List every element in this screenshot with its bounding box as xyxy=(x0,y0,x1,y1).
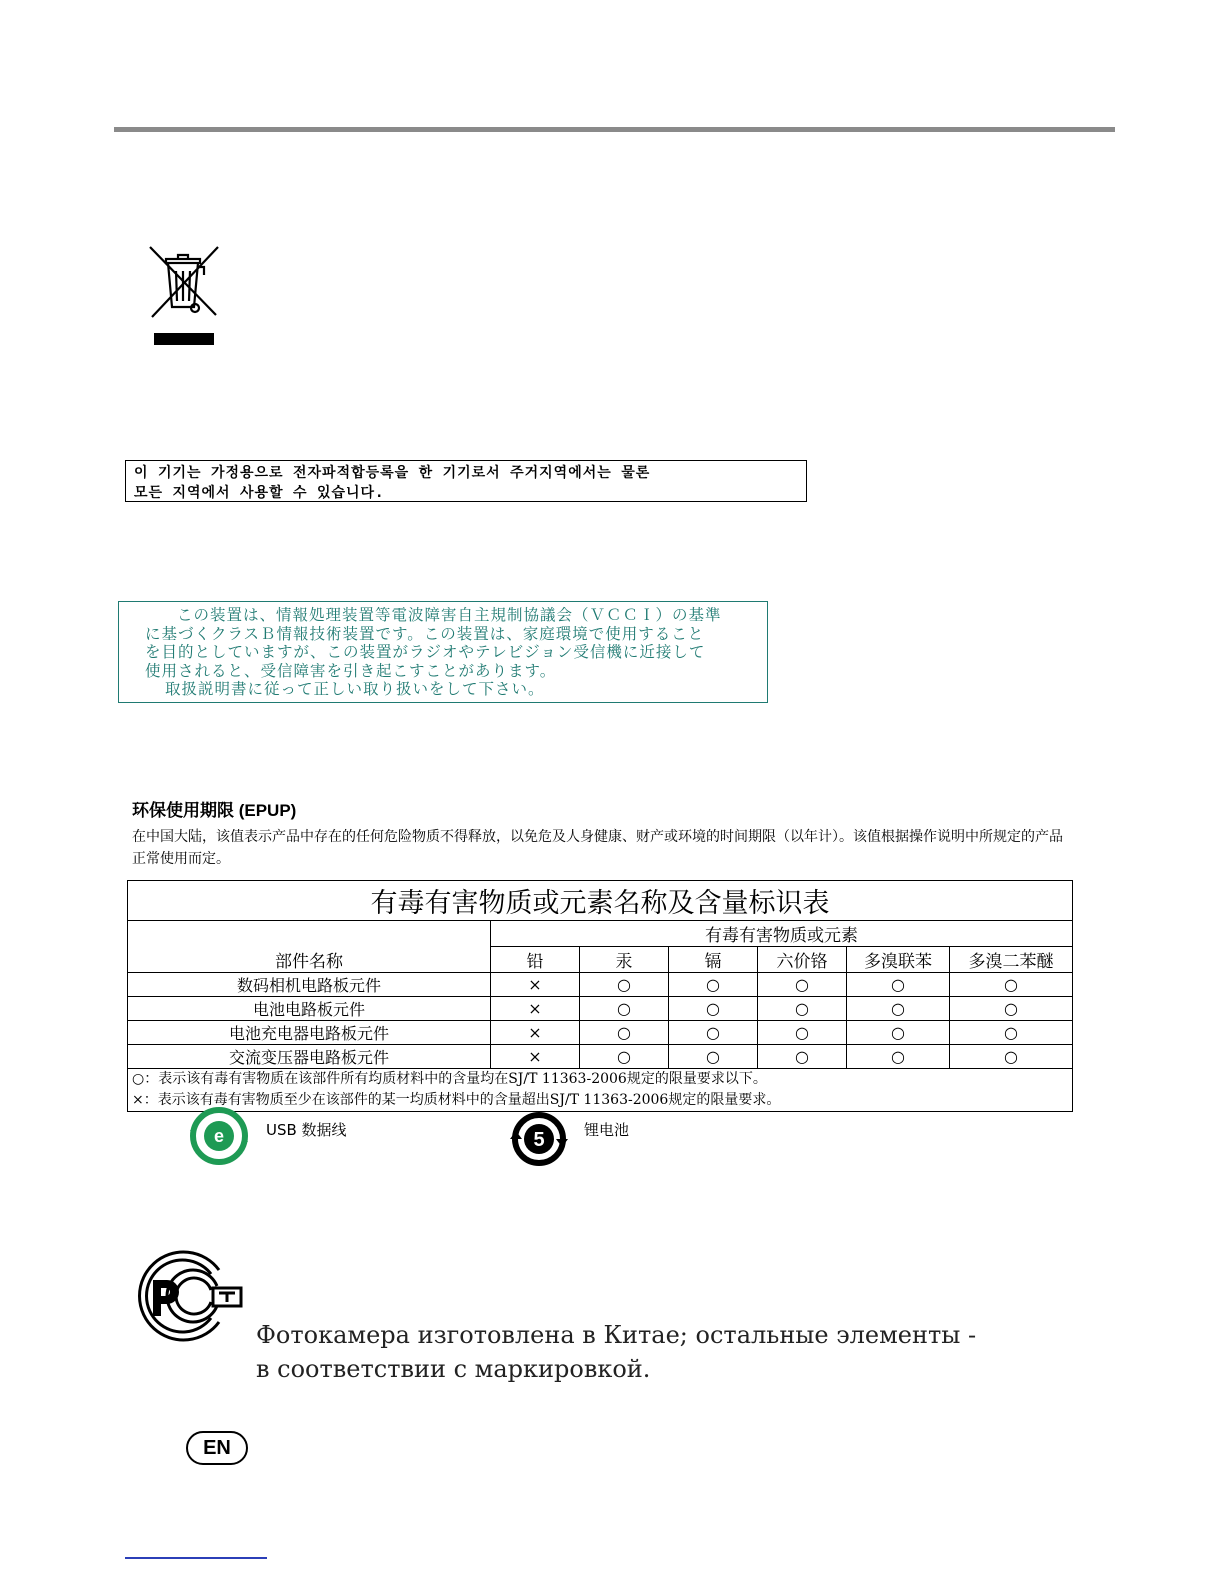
table-row xyxy=(128,973,1073,997)
table-row xyxy=(128,1045,1073,1069)
korean-emc-notice xyxy=(125,460,807,502)
part-cell: 电池充电器电路板元件 xyxy=(128,1021,491,1045)
substance-group-header: 有毒有害物质或元素 xyxy=(491,921,1073,947)
mark-cell: ○ xyxy=(758,997,847,1021)
mark-cell: ○ xyxy=(950,1045,1073,1069)
mark-cell: × xyxy=(491,1021,580,1045)
vcci-notice xyxy=(118,601,768,703)
table-title: 有毒有害物质或元素名称及含量标识表 xyxy=(128,881,1073,921)
mark-cell: × xyxy=(491,1045,580,1069)
mark-cell: ○ xyxy=(847,1045,950,1069)
table-row xyxy=(128,997,1073,1021)
mark-cell: ○ xyxy=(580,973,669,997)
mark-cell: ○ xyxy=(847,997,950,1021)
efup-5-number: 5 xyxy=(533,1129,545,1151)
note-cross: ×：表示该有毒有害物质至少在该部件的某一均质材料中的含量超出SJ/T 11363-2006规定的限量要求。 xyxy=(132,1092,781,1108)
part-cell: 数码相机电路板元件 xyxy=(128,973,491,997)
note-circle: ○：表示该有毒有害物质在该部件所有均质材料中的含量均在SJ/T 11363-2006规定的限量要求以下。 xyxy=(132,1071,767,1087)
vcci-line-5: 取扱説明書に従って正しい取り扱いをして下さい。 xyxy=(165,680,545,698)
mark-cell: ○ xyxy=(847,973,950,997)
table-notes xyxy=(128,1069,1073,1112)
header-rule xyxy=(114,127,1115,132)
material-header: 多溴联苯 xyxy=(847,947,950,973)
mark-cell: ○ xyxy=(847,1021,950,1045)
material-header: 六价铬 xyxy=(758,947,847,973)
footer-link-underline[interactable] xyxy=(125,1557,267,1559)
korean-notice-line-1: 이 기기는 가정용으로 전자파적합등록을 한 기기로서 주거지역에서는 물론 xyxy=(134,465,651,481)
efup-5-icon xyxy=(504,1109,574,1169)
mark-cell: ○ xyxy=(580,1021,669,1045)
mark-cell: ○ xyxy=(758,973,847,997)
eco-e-letter: e xyxy=(213,1126,225,1146)
material-header: 铅 xyxy=(491,947,580,973)
russian-line-2: в соответствии с маркировкой. xyxy=(256,1355,651,1383)
mark-cell: ○ xyxy=(669,997,758,1021)
mark-cell: ○ xyxy=(669,973,758,997)
mark-cell: × xyxy=(491,973,580,997)
mark-cell: ○ xyxy=(580,997,669,1021)
eco-e-icon xyxy=(190,1107,248,1165)
vcci-line-1: この装置は、情報処理装置等電波障害自主規制協議会（ＶＣＣＩ）の基準 xyxy=(177,606,722,624)
mark-cell: ○ xyxy=(950,997,1073,1021)
epup-description: 在中国大陆，该值表示产品中存在的任何危险物质不得释放，以免危及人身健康、财产或环境的时间期限（以年计）。该值根据操作说明中所规定的产品正常使用而定。 xyxy=(132,829,1063,867)
mark-cell: ○ xyxy=(950,1021,1073,1045)
russian-origin-notice xyxy=(256,1318,976,1386)
korean-notice-line-2: 모든 지역에서 사용할 수 있습니다. xyxy=(134,485,385,501)
material-header: 汞 xyxy=(580,947,669,973)
lithium-battery-label: 锂电池 xyxy=(584,1121,630,1139)
material-header: 镉 xyxy=(669,947,758,973)
russian-line-1: Фотокамера изготовлена в Китае; остальные элементы - xyxy=(256,1321,977,1349)
weee-bin-icon xyxy=(148,245,220,349)
table-row xyxy=(128,1021,1073,1045)
pct-certification-icon xyxy=(121,1250,243,1342)
mark-cell: ○ xyxy=(758,1045,847,1069)
language-badge: EN xyxy=(186,1431,248,1465)
mark-cell: ○ xyxy=(950,973,1073,997)
mark-cell: ○ xyxy=(758,1021,847,1045)
vcci-line-4: 使用されると、受信障害を引き起こすことがあります。 xyxy=(145,661,557,680)
material-header: 多溴二苯醚 xyxy=(950,947,1073,973)
epup-title: 环保使用期限 (EPUP) xyxy=(132,801,297,820)
usb-cable-label: USB 数据线 xyxy=(266,1121,347,1139)
hazardous-substance-table xyxy=(127,880,1073,1112)
part-cell: 电池电路板元件 xyxy=(128,997,491,1021)
vcci-line-2: に基づくクラスＢ情報技術装置です。この装置は、家庭環境で使用すること xyxy=(145,624,705,643)
mark-cell: ○ xyxy=(580,1045,669,1069)
part-cell: 交流变压器电路板元件 xyxy=(128,1045,491,1069)
vcci-line-3: を目的としていますが、この装置がラジオやテレビジョン受信機に近接して xyxy=(145,643,706,661)
part-name-header: 部件名称 xyxy=(128,921,491,973)
mark-cell: × xyxy=(491,997,580,1021)
mark-cell: ○ xyxy=(669,1021,758,1045)
mark-cell: ○ xyxy=(669,1045,758,1069)
